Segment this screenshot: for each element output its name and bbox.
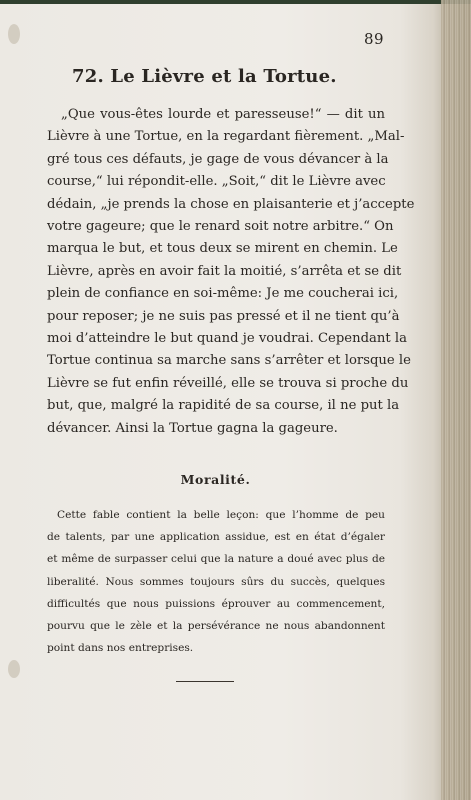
moral-line: de talents, par une application assidue, est en état d’égaler xyxy=(47,531,385,544)
fable-title: 72. Le Lièvre et la Tortue. xyxy=(72,66,337,87)
body-line: moi d’atteindre le but quand je voudrai. Cependant la xyxy=(47,331,407,347)
body-line: gré tous ces défauts, je gage de vous dévancer à la xyxy=(47,151,389,167)
body-line: course,“ lui répondit-elle. „Soit,“ dit le Lièvre avec xyxy=(47,174,386,190)
page-edges xyxy=(441,0,471,800)
moral-line: liberalité. Nous sommes toujours sûrs du succès, quelques xyxy=(47,575,385,588)
body-line: marqua le but, et tous deux se mirent en chemin. Le xyxy=(47,241,398,257)
body-line: Lièvre, après en avoir fait la moitié, s’arrêta et se dit xyxy=(47,263,402,279)
body-line: dédain, „je prends la chose en plaisanterie et j’accepte xyxy=(47,196,415,212)
end-rule xyxy=(176,681,234,682)
moral-line: et même de surpasser celui que la nature a doué avec plus de xyxy=(47,553,385,566)
moral-body xyxy=(47,504,385,659)
body-line: Tortue continua sa marche sans s’arrêter et lorsque le xyxy=(47,353,411,369)
body-line: pour reposer; je ne suis pas pressé et il ne tient qu’à xyxy=(47,308,400,324)
moral-heading: Moralité. xyxy=(180,472,251,487)
moral-line: difficultés que nous puissions éprouver au commencement, xyxy=(47,597,385,610)
body-line: votre gageure; que le renard soit notre arbitre.“ On xyxy=(47,219,394,235)
body-line: plein de confiance en soi-même: Je me coucherai ici, xyxy=(47,286,399,302)
body-line: but, que, malgré la rapidité de sa course, il ne put la xyxy=(47,398,400,414)
moral-line: point dans nos entreprises. xyxy=(47,642,194,655)
page-number: 89 xyxy=(364,30,385,48)
fable-body xyxy=(47,104,415,440)
body-line: Lièvre à une Tortue, en la regardant fièrement. „Mal- xyxy=(47,129,405,145)
page-top-edge xyxy=(0,0,471,4)
body-line: dévancer. Ainsi la Tortue gagna la gageure. xyxy=(47,420,338,436)
moral-line: pourvu que le zèle et la persévérance ne nous abandonnent xyxy=(47,620,385,633)
body-line: Lièvre se fut enfin réveillé, elle se trouva si proche du xyxy=(47,375,409,391)
binding-mark xyxy=(8,660,20,678)
binding-mark xyxy=(8,24,20,44)
body-line: „Que vous-êtes lourde et paresseuse!“ — dit un xyxy=(61,107,385,122)
moral-line: Cette fable contient la belle leçon: que l’homme de peu xyxy=(57,509,385,521)
